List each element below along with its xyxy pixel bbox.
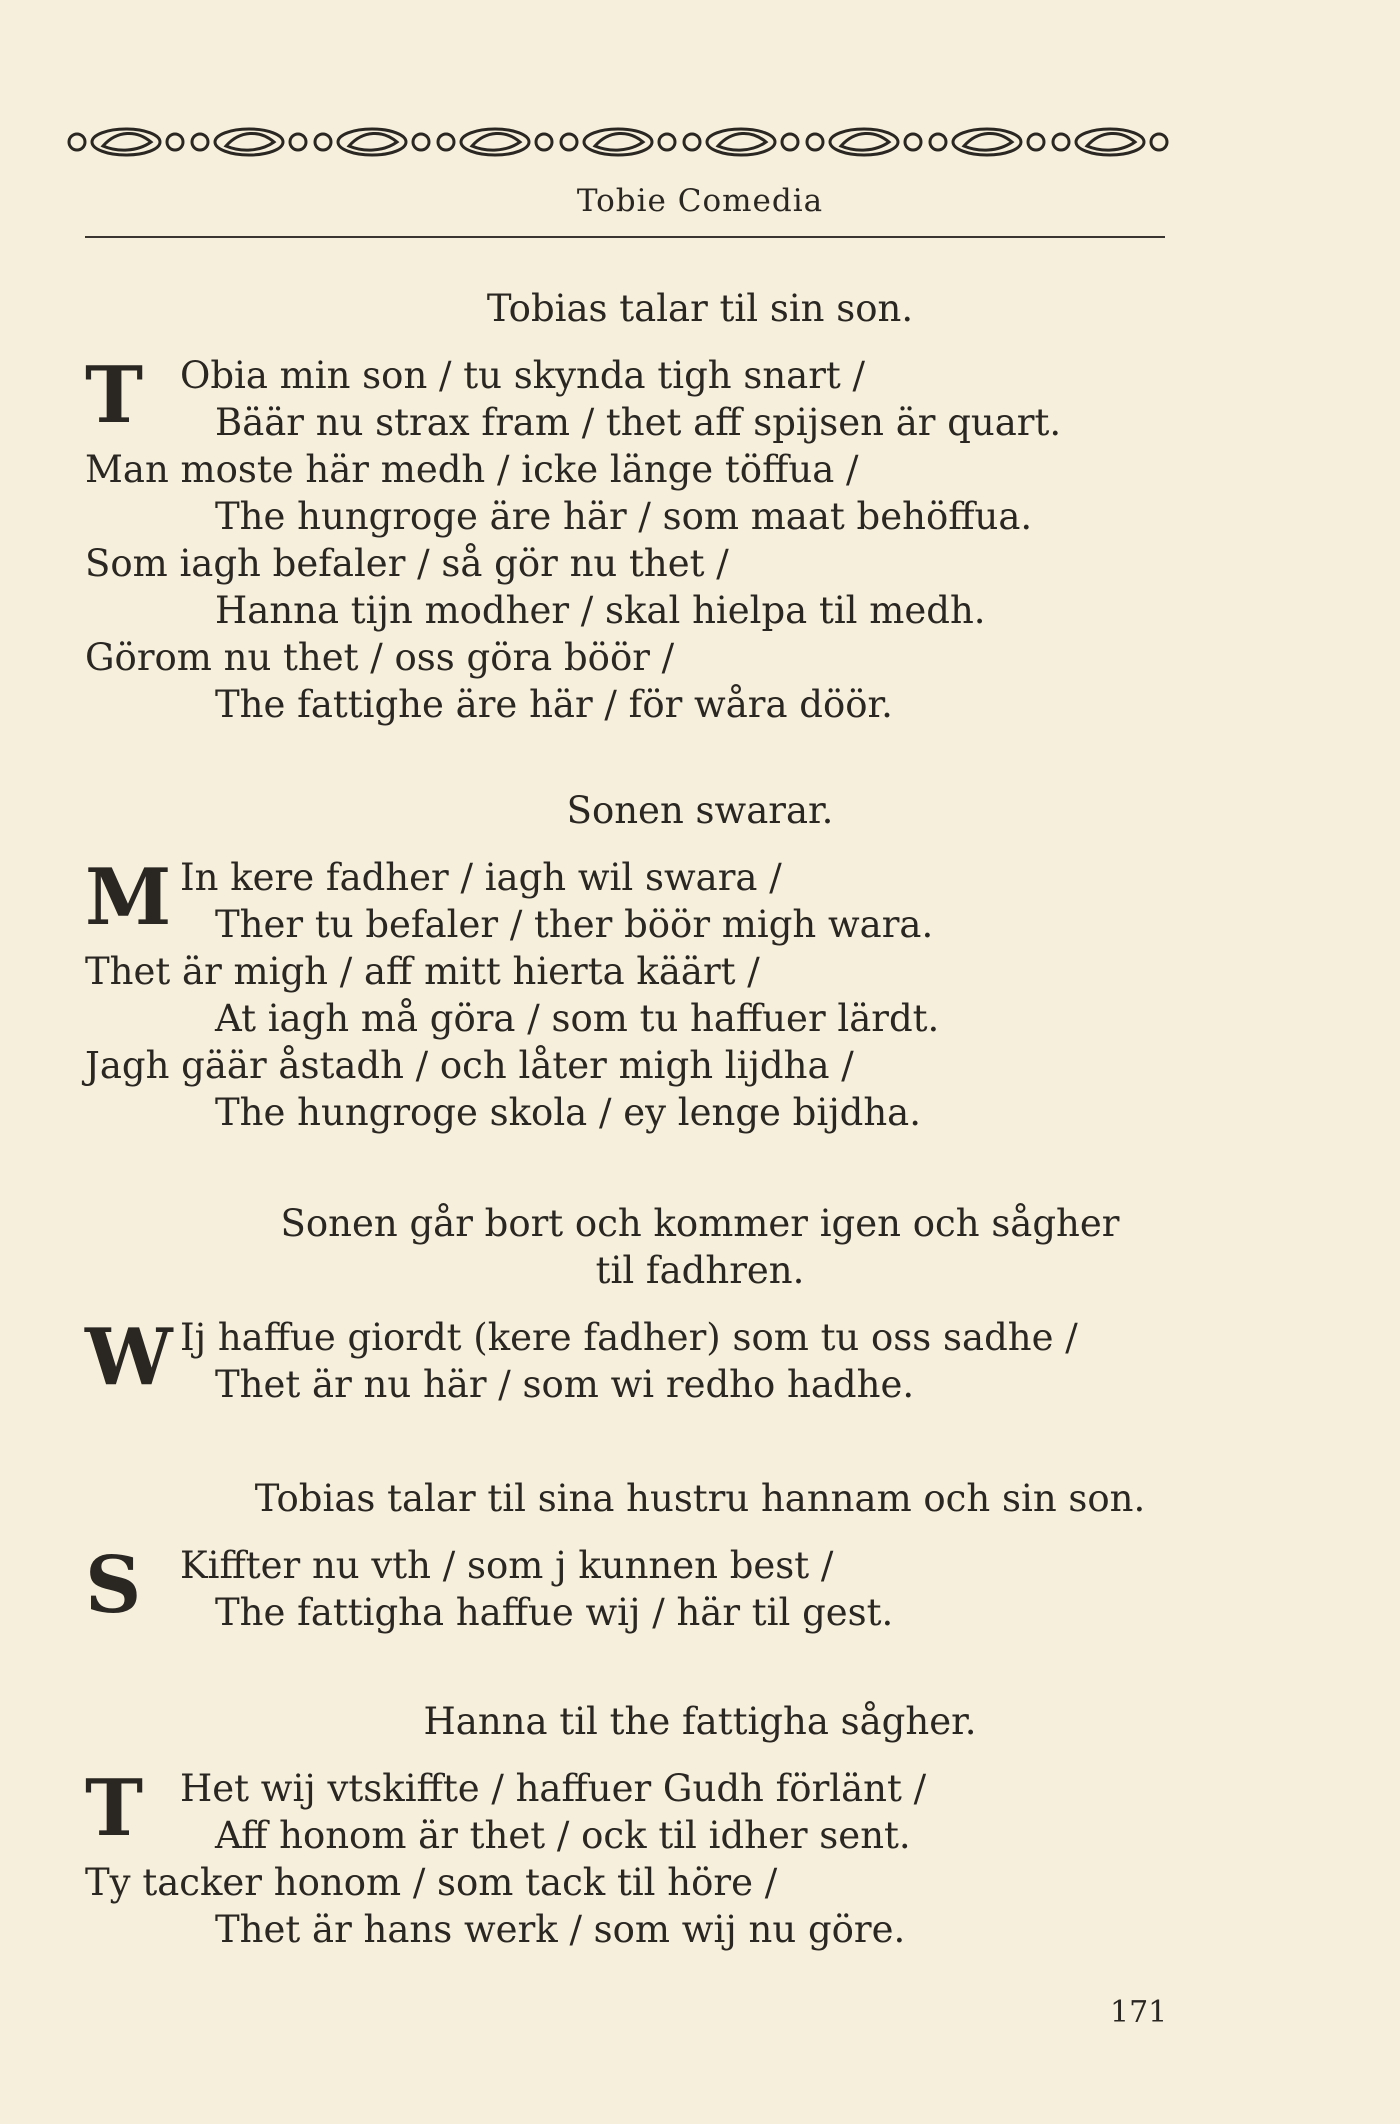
chain-link — [438, 129, 552, 155]
chain-link — [684, 129, 798, 155]
verse-line: Obia min son / tu skynda tigh snart / — [180, 354, 866, 397]
drop-cap: W — [85, 1312, 173, 1403]
verse-line: The fattigha haffue wij / här til gest. — [215, 1591, 894, 1634]
verse-line: Ty tacker honom / som tack til höre / — [85, 1861, 778, 1904]
section-son-answers — [0, 787, 1400, 1136]
chain-link — [69, 129, 183, 155]
verse-line: The fattighe äre här / för wåra döör. — [215, 683, 893, 726]
section-heading: Sonen swarar. — [566, 789, 834, 832]
verse-line: Som iagh befaler / så gör nu thet / — [85, 542, 729, 585]
verse-line: Aff honom är thet / ock til idher sent. — [215, 1814, 911, 1857]
verse-line: Ij haffue giordt (kere fadher) som tu oss sadhe / — [180, 1316, 1078, 1359]
chain-link — [1053, 129, 1167, 155]
section-heading: Hanna til the fattigha sågher. — [423, 1700, 977, 1743]
section-son-returns — [0, 1200, 1400, 1408]
section-heading: Tobias talar til sin son. — [486, 287, 914, 330]
verse-line: Görom nu thet / oss göra böör / — [85, 636, 675, 679]
verse-line: Bäär nu strax fram / thet aff spijsen är quart. — [215, 401, 1062, 444]
section-heading-line: til fadhren. — [595, 1249, 805, 1292]
verse-line: At iagh må göra / som tu haffuer lärdt. — [215, 997, 940, 1040]
section-heading-line: Sonen går bort och kommer igen och sågher — [280, 1202, 1120, 1245]
page-number: 171 — [1110, 1995, 1168, 2030]
verse-line: Thet är migh / aff mitt hierta käärt / — [85, 950, 760, 993]
verse-stanza — [85, 1314, 1400, 1408]
section-tobias-to-wife — [0, 1475, 1400, 1636]
drop-cap: T — [85, 1763, 144, 1854]
verse-stanza — [85, 854, 1400, 1136]
verse-line: Jagh gäär åstadh / och låter migh lijdha / — [85, 1044, 854, 1087]
verse-line: Kiffter nu vth / som j kunnen best / — [180, 1544, 834, 1587]
verse-line: Man moste här medh / icke länge töffua / — [85, 448, 859, 491]
section-hanna-to-poor — [0, 1698, 1400, 1953]
running-head: Tobie Comedia — [576, 183, 824, 219]
verse-line: The hungroge äre här / som maat behöffua. — [215, 495, 1033, 538]
chain-link — [930, 129, 1044, 155]
chain-link — [315, 129, 429, 155]
drop-cap: T — [85, 350, 144, 441]
chain-link — [561, 129, 675, 155]
verse-stanza — [85, 352, 1400, 728]
verse-line: Thet är hans werk / som wij nu göre. — [215, 1908, 906, 1951]
chain-link — [807, 129, 921, 155]
verse-line: The hungroge skola / ey lenge bijdha. — [215, 1091, 921, 1134]
verse-stanza — [85, 1542, 1400, 1636]
section-tobias-to-son — [0, 285, 1400, 728]
drop-cap: M — [85, 852, 172, 943]
section-heading: Tobias talar til sina hustru hannam och sin son. — [254, 1477, 1146, 1520]
chain-link — [192, 129, 306, 155]
header-rule — [85, 236, 1165, 238]
verse-line: Ther tu befaler / ther böör migh wara. — [215, 903, 934, 946]
verse-line: Het wij vtskiffte / haffuer Gudh förlänt / — [180, 1767, 927, 1810]
ornamental-border — [65, 122, 1175, 162]
drop-cap: S — [85, 1540, 142, 1631]
verse-stanza — [85, 1765, 1400, 1953]
verse-line: Hanna tijn modher / skal hielpa til medh. — [215, 589, 986, 632]
verse-line: Thet är nu här / som wi redho hadhe. — [215, 1363, 915, 1406]
verse-line: In kere fadher / iagh wil swara / — [180, 856, 782, 899]
